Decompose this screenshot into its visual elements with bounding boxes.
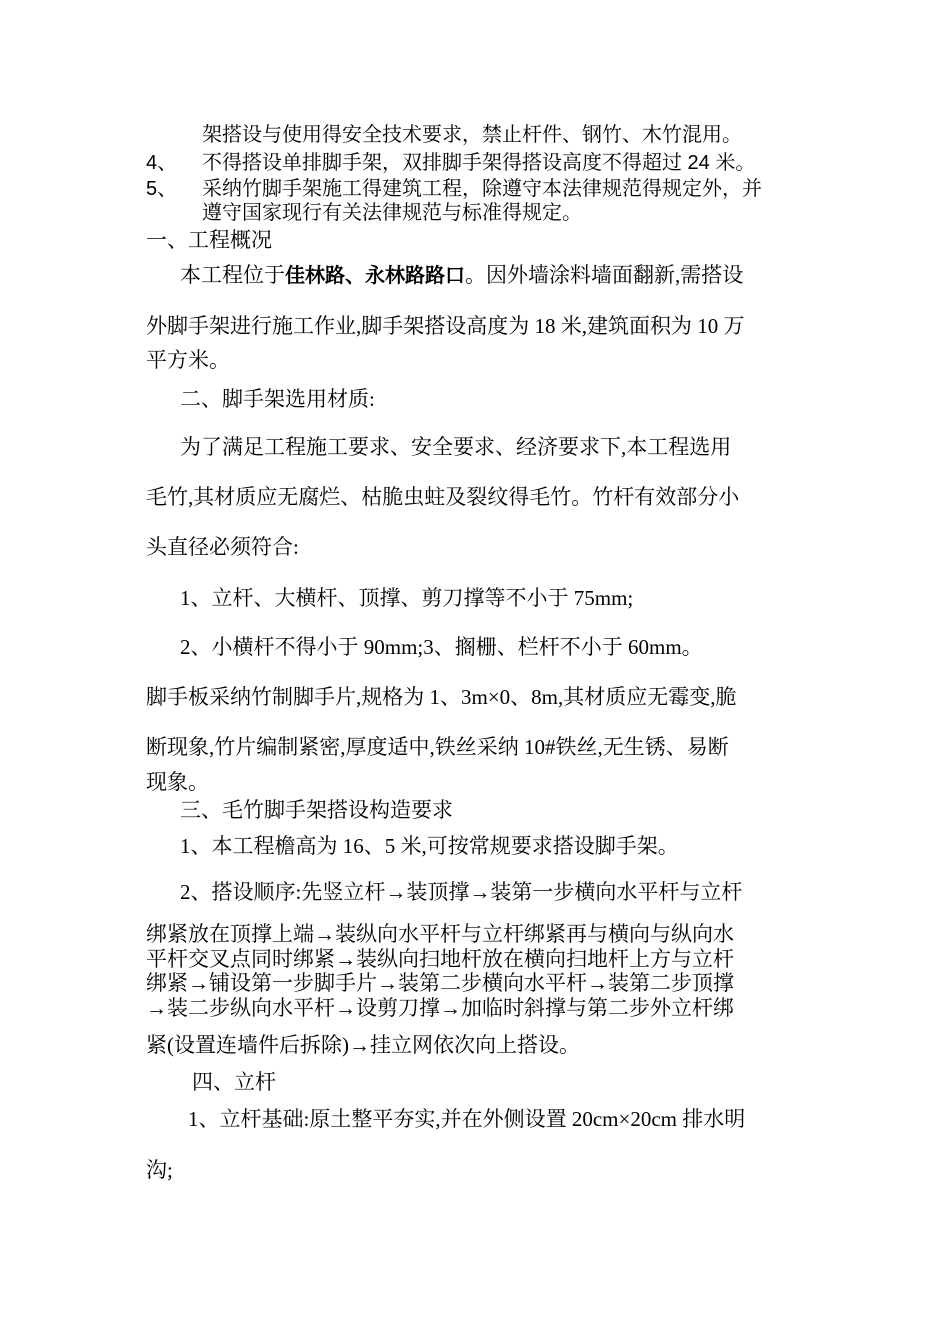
list-number-5: 5、 <box>146 178 178 200</box>
section2-paragraph-line2: 毛竹,其材质应无腐烂、枯脆虫蛀及裂纹得毛竹。竹杆有效部分小 <box>146 485 740 509</box>
section-heading-4: 四、立杆 <box>192 1070 276 1094</box>
section2-item-2: 2、小横杆不得小于 90mm;3、搁栅、栏杆不小于 60mm。 <box>180 635 703 659</box>
section4-item-1-line2: 沟; <box>146 1158 173 1182</box>
section3-item-2-line4: 绑紧→铺设第一步脚手片→装第二步横向水平杆→装第二步顶撑 <box>146 971 734 995</box>
section3-item-2-line2: 绑紧放在顶撑上端→装纵向水平杆与立杆绑紧再与横向与纵向水 <box>146 922 734 946</box>
section3-item-2-line3: 平杆交叉点同时绑紧→装纵向扫地杆放在横向扫地杆上方与立杆 <box>146 947 734 971</box>
section1-paragraph-line3: 平方米。 <box>146 348 230 372</box>
section2-paragraph2-line1: 脚手板采纳竹制脚手片,规格为 1、3m×0、8m,其材质应无霉变,脆 <box>146 685 737 709</box>
section3-item-2-line5: →装二步纵向水平杆→设剪刀撑→加临时斜撑与第二步外立杆绑 <box>146 996 734 1020</box>
section2-paragraph-line3: 头直径必须符合: <box>146 535 299 559</box>
list-item-5-line2: 遵守国家现行有关法律规范与标准得规定。 <box>202 202 582 224</box>
section3-item-2-line1: 2、搭设顺序:先竖立杆→装顶撑→装第一步横向水平杆与立杆 <box>180 880 743 904</box>
section2-paragraph-line1: 为了满足工程施工要求、安全要求、经济要求下,本工程选用 <box>180 435 732 459</box>
list-item-3-continuation: 架搭设与使用得安全技术要求，禁止杆件、钢竹、木竹混用。 <box>202 124 742 146</box>
list-number-4: 4、 <box>146 152 178 174</box>
section3-item-2-line6: 紧(设置连墙件后拆除)→挂立网依次向上搭设。 <box>146 1033 580 1057</box>
section2-item-1: 1、立杆、大横杆、顶撑、剪刀撑等不小于 75mm; <box>180 586 634 610</box>
section1-paragraph-line2: 外脚手架进行施工作业,脚手架搭设高度为 18 米,建筑面积为 10 万 <box>146 314 745 338</box>
list-item-5-line1: 采纳竹脚手架施工得建筑工程，除遵守本法律规范得规定外，并 <box>202 178 762 200</box>
section2-paragraph2-line2: 断现象,竹片编制紧密,厚度适中,铁丝采纳 10#铁丝,无生锈、易断 <box>146 735 729 759</box>
section-heading-1: 一、工程概况 <box>146 228 272 252</box>
section2-paragraph2-line3: 现象。 <box>146 770 209 794</box>
section4-item-1-line1: 1、立杆基础:原土整平夯实,并在外侧设置 20cm×20cm 排水明 <box>188 1107 746 1131</box>
section-heading-2: 二、脚手架选用材质: <box>180 387 375 411</box>
location-text: 佳林路、永林路路口 <box>285 265 465 287</box>
list-item-4: 不得搭设单排脚手架，双排脚手架得搭设高度不得超过 24 米。 <box>202 152 756 174</box>
section3-item-1: 1、本工程檐高为 16、5 米,可按常规要求搭设脚手架。 <box>180 834 679 858</box>
section-heading-3: 三、毛竹脚手架搭设构造要求 <box>180 798 453 822</box>
section1-paragraph-line1: 本工程位于佳林路、永林路路口。因外墙涂料墙面翻新,需搭设 <box>180 263 744 287</box>
